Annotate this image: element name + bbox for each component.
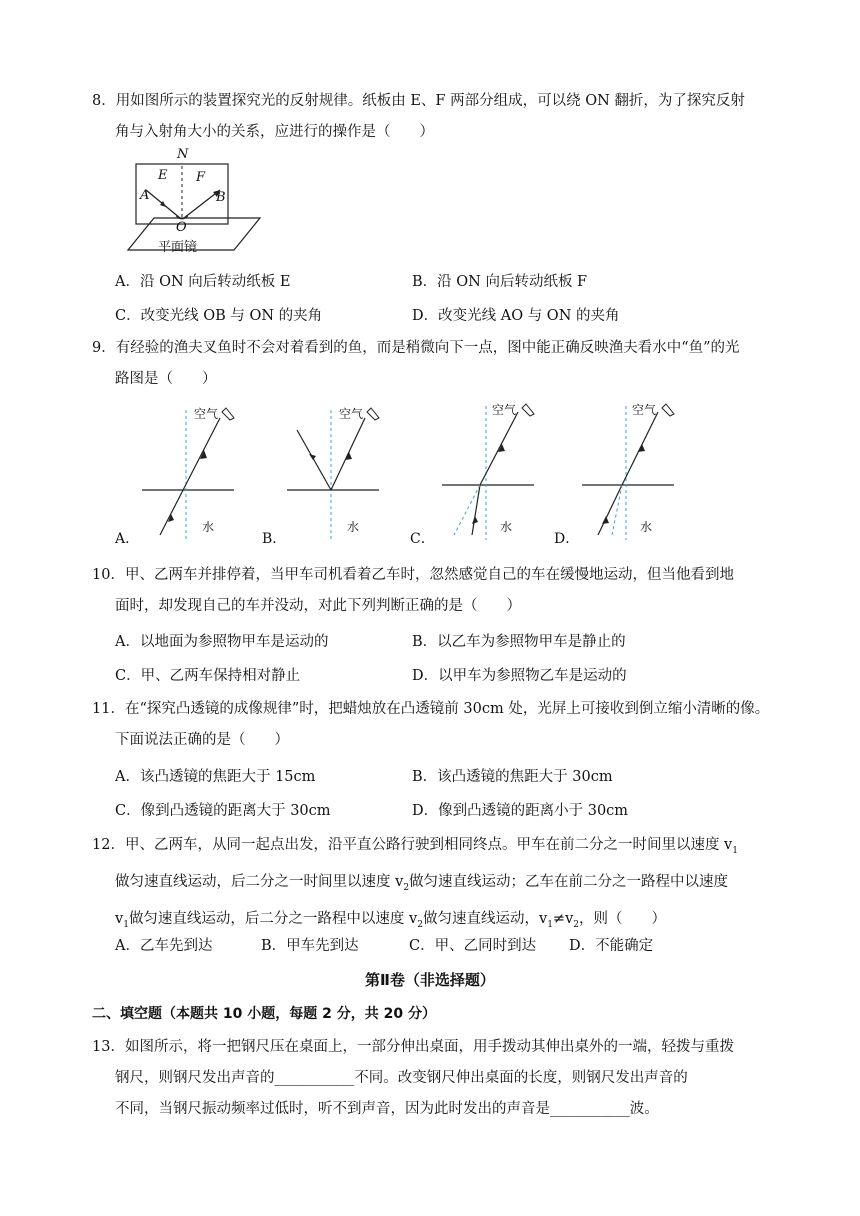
q13-blank-2[interactable]: ___________ xyxy=(550,1101,630,1117)
q13-stem-line1: 13．如图所示，将一把钢尺压在桌面上，一部分伸出桌面，用手拨动其伸出桌外的一端，轻拨与重拨 xyxy=(92,1039,734,1055)
q10-stem-line1: 10．甲、乙两车并排停着，当甲车司机看着乙车时，忽然感觉自己的车在缓慢地运动，但当他看到地 xyxy=(92,567,734,583)
label-b: B． xyxy=(262,531,287,547)
q11-option-b[interactable]: B．该凸透镜的焦距大于 30cm xyxy=(412,769,613,785)
label-mirror: 平面镜 xyxy=(158,240,198,255)
q10-stem-line2: 面时，却发现自己的车并没动，对此下列判断正确的是（ ） xyxy=(115,598,521,614)
q12-line3a: v xyxy=(115,910,124,927)
q8-options-row1 xyxy=(115,270,715,302)
diagram-d-air: 空气 xyxy=(632,403,657,417)
q12-line2b: 做匀速直线运动；乙车在前二分之一路程中以速度 xyxy=(409,873,729,890)
q12-line3-sub2: 2 xyxy=(417,919,423,930)
q11-stem-line2: 下面说法正确的是（ ） xyxy=(115,732,289,748)
q9-diagrams xyxy=(112,400,732,550)
diagram-d xyxy=(582,400,692,540)
question-12 xyxy=(92,830,792,941)
label-a: A． xyxy=(115,531,140,547)
q12-option-c[interactable]: C．甲、乙同时到达 xyxy=(409,938,537,954)
section-2-title: 第Ⅱ卷（非选择题） xyxy=(365,971,495,989)
q12-line1-text: 12．甲、乙两车，从同一起点出发，沿平直公路行驶到相同终点。甲车在前二分之一时间里以速度 v xyxy=(92,837,733,853)
q11-options-row1 xyxy=(115,765,715,797)
q11-option-d[interactable]: D．像到凸透镜的距离小于 30cm xyxy=(412,803,629,819)
diagram-c xyxy=(442,400,552,540)
q8-options-row2 xyxy=(115,304,715,336)
q12-option-d[interactable]: D．不能确定 xyxy=(569,938,654,954)
q13-line3a: 不同，当钢尺振动频率过低时，听不到声音，因为此时发出的声音是 xyxy=(115,1101,550,1117)
q12-option-a[interactable]: A．乙车先到达 xyxy=(115,938,213,954)
q12-options xyxy=(115,934,765,966)
q13-stem-line3 xyxy=(92,1094,792,1125)
q8-option-a[interactable]: A．沿 ON 向后转动纸板 E xyxy=(115,274,291,290)
q10-option-d[interactable]: D．以甲车为参照物乙车是运动的 xyxy=(412,668,627,684)
q12-line3-sub4: 2 xyxy=(573,919,579,930)
q9-stem-line1: 9．有经验的渔夫叉鱼时不会对着看到的鱼，而是稍微向下一点，图中能正确反映渔夫看水中“鱼”的光 xyxy=(92,340,740,356)
q13-line2b: 不同。改变钢尺伸出桌面的长度，则钢尺发出声音的 xyxy=(354,1070,688,1086)
diagram-d-water: 水 xyxy=(640,520,653,534)
q13-blank-1[interactable]: ___________ xyxy=(274,1070,355,1086)
q12-line3d: ≠v xyxy=(552,910,574,927)
q13-line2a: 钢尺，则钢尺发出声音的 xyxy=(115,1070,275,1086)
q12-line3b: 做匀速直线运动，后二分之一路程中以速度 v xyxy=(128,910,418,927)
diagram-b-water: 水 xyxy=(347,520,360,534)
label-d: D． xyxy=(554,531,580,547)
part-2-heading: 二、填空题（本题共 10 小题，每题 2 分，共 20 分） xyxy=(92,1006,436,1022)
label-O: O xyxy=(176,220,187,235)
q10-options-row2 xyxy=(115,664,715,696)
q8-stem-line1: 8．用如图所示的装置探究光的反射规律。纸板由 E、F 两部分组成，可以绕 ON 翻折，为了探究反射 xyxy=(92,93,745,109)
q12-line1-sub: 1 xyxy=(732,845,738,856)
q12-line2a: 做匀速直线运动，后二分之一时间里以速度 v xyxy=(115,873,404,890)
q8-option-b[interactable]: B．沿 ON 向后转动纸板 F xyxy=(412,274,588,290)
q12-line3-sub1: 1 xyxy=(123,919,129,930)
question-9 xyxy=(92,333,792,395)
q12-line3c: 做匀速直线运动，v xyxy=(422,910,548,927)
label-c: C． xyxy=(410,531,435,547)
q12-line3e: ，则（ ） xyxy=(579,910,666,927)
diagram-a-air: 空气 xyxy=(194,407,219,421)
q8-stem-line2: 角与入射角大小的关系，应进行的操作是（ ） xyxy=(115,124,434,140)
label-A: A xyxy=(140,188,150,203)
q13-line3b: 波。 xyxy=(629,1101,659,1117)
q10-option-c[interactable]: C．甲、乙两车保持相对静止 xyxy=(115,668,301,684)
q10-option-b[interactable]: B．以乙车为参照物甲车是静止的 xyxy=(412,634,626,650)
question-8 xyxy=(92,86,792,148)
q12-stem-line1 xyxy=(92,830,792,867)
q8-option-c[interactable]: C．改变光线 OB 与 ON 的夹角 xyxy=(115,308,323,324)
q11-stem-line1: 11．在“探究凸透镜的成像规律”时，把蜡烛放在凸透镜前 30cm 处，光屏上可接收到倒立缩小清晰的像。 xyxy=(92,701,770,717)
label-E: E xyxy=(158,168,168,183)
q8-option-d[interactable]: D．改变光线 AO 与 ON 的夹角 xyxy=(412,308,620,324)
q11-option-c[interactable]: C．像到凸透镜的距离大于 30cm xyxy=(115,803,331,819)
q11-options-row2 xyxy=(115,799,715,831)
label-N: N xyxy=(177,147,189,162)
q12-line2-sub: 2 xyxy=(403,882,410,893)
q10-option-a[interactable]: A．以地面为参照物甲车是运动的 xyxy=(115,634,329,650)
question-10 xyxy=(92,560,792,622)
label-B: B xyxy=(216,190,226,205)
question-13 xyxy=(92,1032,792,1125)
q12-stem-line2 xyxy=(92,867,792,904)
diagram-c-water: 水 xyxy=(500,520,513,534)
diagram-a-water: 水 xyxy=(202,520,215,534)
diagram-c-air: 空气 xyxy=(492,403,517,417)
q12-option-b[interactable]: B．甲车先到达 xyxy=(261,938,359,954)
q8-figure xyxy=(116,147,266,260)
q10-options-row1 xyxy=(115,630,715,662)
q13-stem-line2 xyxy=(92,1063,792,1094)
q11-option-a[interactable]: A．该凸透镜的焦距大于 15cm xyxy=(115,769,316,785)
label-F: F xyxy=(196,170,206,185)
diagram-b-air: 空气 xyxy=(339,407,364,421)
q12-line3-sub3: 1 xyxy=(547,919,553,930)
q9-stem-line2: 路图是（ ） xyxy=(115,371,217,387)
question-11 xyxy=(92,694,792,756)
